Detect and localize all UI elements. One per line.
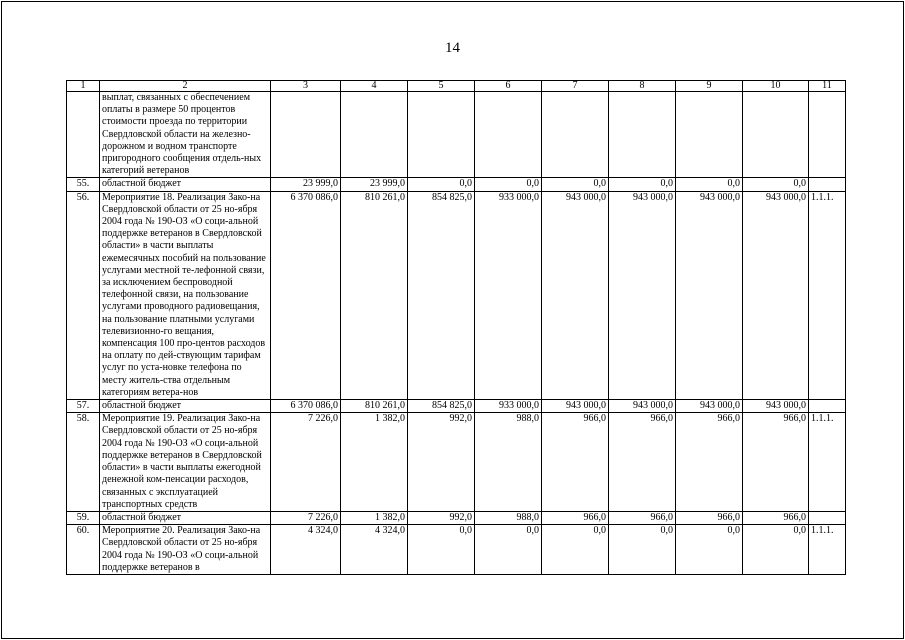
column-header-5: 5 xyxy=(408,81,475,92)
row-number: 60. xyxy=(67,525,100,575)
value-cell-col-10: 966,0 xyxy=(743,511,809,524)
value-cell-col-3: 4 324,0 xyxy=(271,525,341,575)
value-cell-col-6: 933 000,0 xyxy=(475,191,542,399)
row-number: 59. xyxy=(67,511,100,524)
column-header-4: 4 xyxy=(341,81,408,92)
value-cell-col-10: 966,0 xyxy=(743,413,809,512)
table-row xyxy=(67,525,846,575)
value-cell-col-5: 854 825,0 xyxy=(408,191,475,399)
value-cell-col-9: 943 000,0 xyxy=(676,400,743,413)
page-number: 14 xyxy=(445,40,460,56)
row-description: выплат, связанных с обеспечением оплаты в размере 50 процентов стоимости проезда по территории Свердловской области на железно-дорожном и водном транспорте пригородного сообщения отдель-ных категорий ветеранов xyxy=(100,92,271,178)
row-reference: 1.1.1. xyxy=(809,191,846,399)
column-header-2: 2 xyxy=(100,81,271,92)
table-row xyxy=(67,511,846,524)
document-page xyxy=(1,1,904,639)
value-cell-col-5: 854 825,0 xyxy=(408,400,475,413)
value-cell-col-9: 966,0 xyxy=(676,413,743,512)
value-cell-col-9: 0,0 xyxy=(676,178,743,191)
column-header-11: 11 xyxy=(809,81,846,92)
value-cell-col-9: 966,0 xyxy=(676,511,743,524)
table-row xyxy=(67,400,846,413)
row-reference: 1.1.1. xyxy=(809,413,846,512)
value-cell-col-4: 4 324,0 xyxy=(341,525,408,575)
value-cell-col-4: 810 261,0 xyxy=(341,191,408,399)
value-cell-col-7 xyxy=(542,92,609,178)
value-cell-col-5: 0,0 xyxy=(408,178,475,191)
value-cell-col-8: 0,0 xyxy=(609,525,676,575)
value-cell-col-3: 6 370 086,0 xyxy=(271,400,341,413)
value-cell-col-10: 0,0 xyxy=(743,525,809,575)
row-number xyxy=(67,92,100,178)
data-table xyxy=(66,80,846,575)
table-row xyxy=(67,92,846,178)
row-description: областной бюджет xyxy=(100,400,271,413)
value-cell-col-3 xyxy=(271,92,341,178)
value-cell-col-10: 943 000,0 xyxy=(743,191,809,399)
row-number: 58. xyxy=(67,413,100,512)
value-cell-col-6: 0,0 xyxy=(475,525,542,575)
row-number: 55. xyxy=(67,178,100,191)
table-header-row xyxy=(67,81,846,92)
value-cell-col-6: 0,0 xyxy=(475,178,542,191)
value-cell-col-8: 966,0 xyxy=(609,413,676,512)
value-cell-col-4: 23 999,0 xyxy=(341,178,408,191)
value-cell-col-4: 1 382,0 xyxy=(341,413,408,512)
value-cell-col-3: 23 999,0 xyxy=(271,178,341,191)
value-cell-col-8 xyxy=(609,92,676,178)
value-cell-col-4: 1 382,0 xyxy=(341,511,408,524)
value-cell-col-6: 988,0 xyxy=(475,511,542,524)
value-cell-col-8: 0,0 xyxy=(609,178,676,191)
column-header-9: 9 xyxy=(676,81,743,92)
table-row xyxy=(67,191,846,399)
value-cell-col-7: 943 000,0 xyxy=(542,400,609,413)
table-row xyxy=(67,178,846,191)
value-cell-col-8: 943 000,0 xyxy=(609,400,676,413)
value-cell-col-6 xyxy=(475,92,542,178)
value-cell-col-10 xyxy=(743,92,809,178)
value-cell-col-3: 6 370 086,0 xyxy=(271,191,341,399)
value-cell-col-3: 7 226,0 xyxy=(271,413,341,512)
value-cell-col-9 xyxy=(676,92,743,178)
row-number: 56. xyxy=(67,191,100,399)
row-reference: 1.1.1. xyxy=(809,525,846,575)
value-cell-col-4 xyxy=(341,92,408,178)
row-description: Мероприятие 19. Реализация Зако-на Свердловской области от 25 но-ября 2004 года № 190-ОЗ «О соци-альной поддержке ветеранов в Свердловской области» в части выплаты ежегодной денежной ком-пенсации расходов, связанных с эксплуатацией транспортных средств xyxy=(100,413,271,512)
value-cell-col-7: 966,0 xyxy=(542,413,609,512)
value-cell-col-7: 0,0 xyxy=(542,178,609,191)
column-header-7: 7 xyxy=(542,81,609,92)
value-cell-col-10: 943 000,0 xyxy=(743,400,809,413)
column-header-10: 10 xyxy=(743,81,809,92)
value-cell-col-4: 810 261,0 xyxy=(341,400,408,413)
column-header-1: 1 xyxy=(67,81,100,92)
value-cell-col-8: 966,0 xyxy=(609,511,676,524)
row-reference xyxy=(809,92,846,178)
value-cell-col-3: 7 226,0 xyxy=(271,511,341,524)
row-description: областной бюджет xyxy=(100,178,271,191)
value-cell-col-7: 0,0 xyxy=(542,525,609,575)
value-cell-col-10: 0,0 xyxy=(743,178,809,191)
row-description: областной бюджет xyxy=(100,511,271,524)
column-header-3: 3 xyxy=(271,81,341,92)
column-header-8: 8 xyxy=(609,81,676,92)
row-reference xyxy=(809,400,846,413)
value-cell-col-5: 0,0 xyxy=(408,525,475,575)
row-reference xyxy=(809,511,846,524)
value-cell-col-5: 992,0 xyxy=(408,511,475,524)
row-description: Мероприятие 20. Реализация Зако-на Свердловской области от 25 но-ября 2004 года № 190-ОЗ «О соци-альной поддержке ветеранов в xyxy=(100,525,271,575)
value-cell-col-9: 0,0 xyxy=(676,525,743,575)
value-cell-col-6: 933 000,0 xyxy=(475,400,542,413)
value-cell-col-8: 943 000,0 xyxy=(609,191,676,399)
value-cell-col-9: 943 000,0 xyxy=(676,191,743,399)
table-row xyxy=(67,413,846,512)
row-number: 57. xyxy=(67,400,100,413)
value-cell-col-7: 966,0 xyxy=(542,511,609,524)
row-reference xyxy=(809,178,846,191)
column-header-6: 6 xyxy=(475,81,542,92)
value-cell-col-5: 992,0 xyxy=(408,413,475,512)
value-cell-col-6: 988,0 xyxy=(475,413,542,512)
value-cell-col-5 xyxy=(408,92,475,178)
row-description: Мероприятие 18. Реализация Зако-на Свердловской области от 25 но-ября 2004 года № 190-ОЗ «О соци-альной поддержке ветеранов в Свердловской области» в части выплаты ежемесячных пособий на пользование услугами местной те-лефонной связи, за исключением беспроводной телефонной связи, на пользование услугами проводного радиовещания, на пользование платными услугами телевизионно-го вещания, компенсация 100 про-центов расходов на оплату по дей-ствующим тарифам услуг по уста-новке телефона по месту житель-ства отдельным категориям ветера-нов xyxy=(100,191,271,399)
value-cell-col-7: 943 000,0 xyxy=(542,191,609,399)
